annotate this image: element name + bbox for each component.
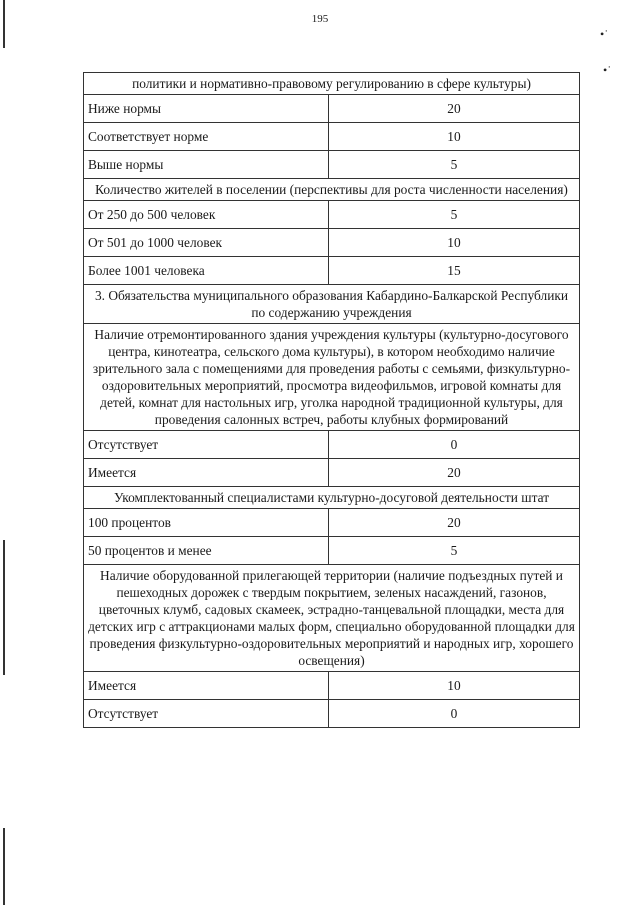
table-row (84, 459, 580, 487)
section-header-row (84, 487, 580, 509)
criterion-label: 100 процентов (84, 509, 329, 537)
table-row (84, 229, 580, 257)
left-margin-mark-top (3, 0, 5, 48)
table-row (84, 431, 580, 459)
score-value: 15 (329, 257, 580, 285)
table-row (84, 201, 580, 229)
criterion-label: Более 1001 человека (84, 257, 329, 285)
criteria-table (83, 72, 580, 728)
left-margin-mark-middle (3, 540, 5, 675)
scan-speck-mark: •˙ (603, 63, 612, 77)
table-row (84, 123, 580, 151)
section-header-row (84, 324, 580, 431)
section-header-text: политики и нормативно-правовому регулированию в сфере культуры) (84, 73, 580, 95)
criterion-label: Выше нормы (84, 151, 329, 179)
left-margin-mark-bottom (3, 828, 5, 905)
score-value: 20 (329, 95, 580, 123)
score-value: 0 (329, 431, 580, 459)
criterion-label: Отсутствует (84, 700, 329, 728)
section-header-row (84, 285, 580, 324)
score-value: 10 (329, 123, 580, 151)
criterion-label: От 250 до 500 человек (84, 201, 329, 229)
section-header-text: Наличие оборудованной прилегающей территории (наличие подъездных путей и пешеходных дорожек с твердым покрытием, зеленых насаждений, газонов, цветочных клумб, садовых скамеек, эстрадно-танцевальной площадки, места для детских игр с аттракционами малых форм, специально оборудованной площадки для проведения физкультурно-оздоровительных мероприятий и народных игр, хорошего освещения) (84, 565, 580, 672)
criterion-label: От 501 до 1000 человек (84, 229, 329, 257)
score-value: 10 (329, 229, 580, 257)
table-row (84, 151, 580, 179)
table-row (84, 257, 580, 285)
criterion-label: Имеется (84, 672, 329, 700)
section-header-text: Количество жителей в поселении (перспективы для роста численности населения) (84, 179, 580, 201)
criterion-label: Имеется (84, 459, 329, 487)
criterion-label: 50 процентов и менее (84, 537, 329, 565)
score-value: 20 (329, 459, 580, 487)
section-header-row (84, 565, 580, 672)
score-value: 5 (329, 201, 580, 229)
score-value: 5 (329, 151, 580, 179)
table-row (84, 700, 580, 728)
score-value: 20 (329, 509, 580, 537)
scan-speck-mark: •˙ (600, 27, 609, 41)
page-number: 195 (311, 13, 329, 25)
table-row (84, 672, 580, 700)
criterion-label: Ниже нормы (84, 95, 329, 123)
score-value: 5 (329, 537, 580, 565)
table-row (84, 509, 580, 537)
table-row (84, 537, 580, 565)
score-value: 0 (329, 700, 580, 728)
section-header-text: Укомплектованный специалистами культурно-досуговой деятельности штат (84, 487, 580, 509)
criterion-label: Соответствует норме (84, 123, 329, 151)
section-header-text: Наличие отремонтированного здания учреждения культуры (культурно-досугового центра, кинотеатра, сельского дома культуры), в котором необходимо наличие зрительного зала с помещениями для проведения работы с семьями, физкультурно-оздоровительных мероприятий, просмотра видеофильмов, игровой комнаты для детей, комнат для настольных игр, уголка народной традиционной культуры, для проведения салонных встреч, работы клубных формирований (84, 324, 580, 431)
section-header-text: 3. Обязательства муниципального образования Кабардино-Балкарской Республики по содержанию учреждения (84, 285, 580, 324)
table-row (84, 95, 580, 123)
criterion-label: Отсутствует (84, 431, 329, 459)
score-value: 10 (329, 672, 580, 700)
section-header-row (84, 73, 580, 95)
section-header-row (84, 179, 580, 201)
